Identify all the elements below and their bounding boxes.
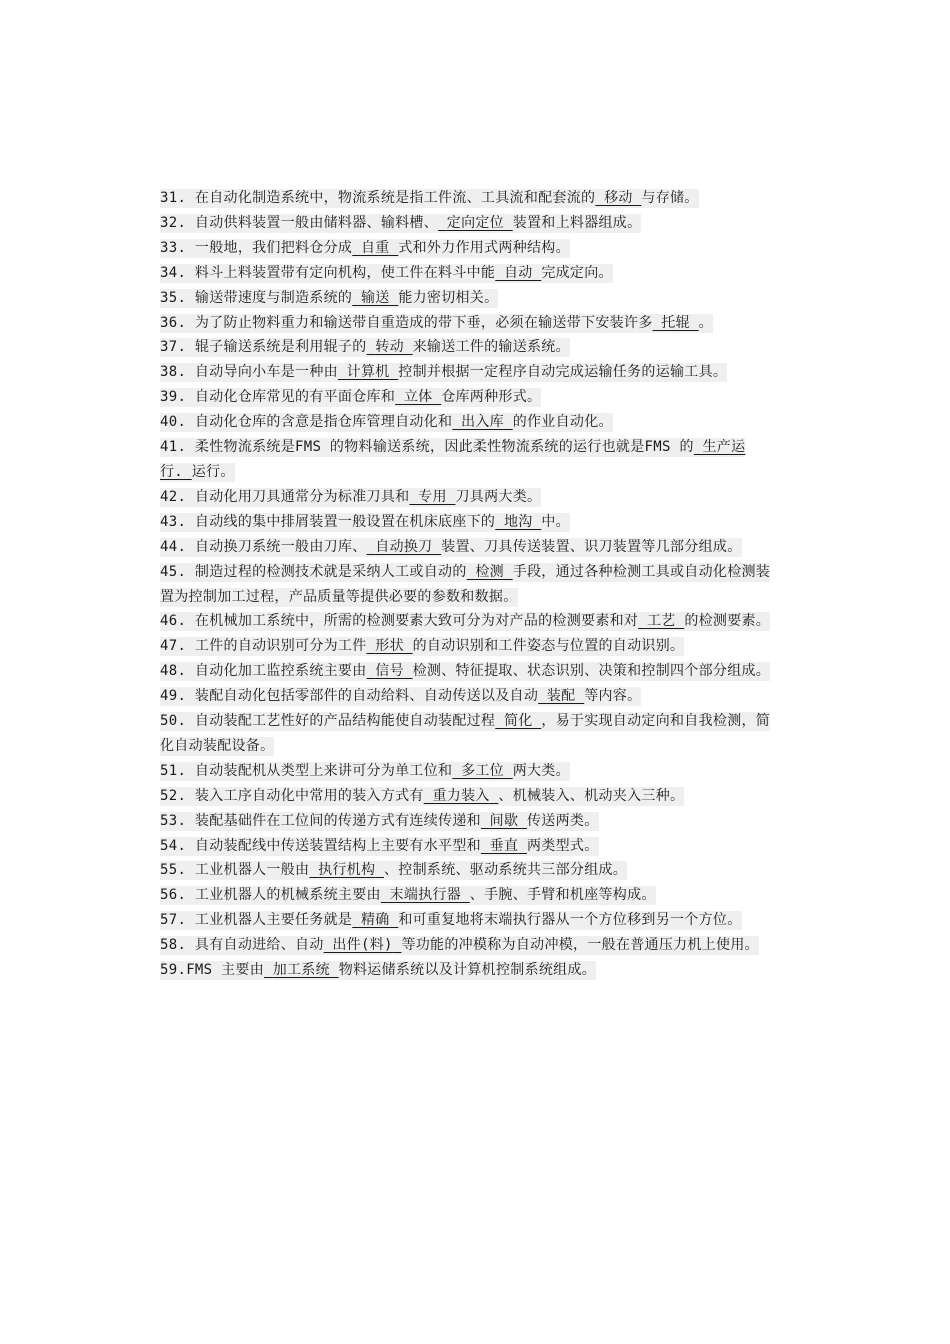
question-text [160, 214, 641, 233]
question-text [160, 538, 742, 557]
question-text [160, 612, 770, 631]
question-suffix: 仓库两种形式。 [441, 389, 542, 406]
question-prefix: 自动线的集中排屑装置一般设置在机床底座下的 [194, 513, 496, 530]
question-prefix: 制造过程的检测技术就是采纳人工或自动的 [194, 563, 467, 580]
question-suffix: 手段，通过各种检测工具或自动化检测装置为控制加工过程，产品质量等提供必要的参数和数据。 [160, 563, 771, 605]
question-number: 57. [160, 912, 187, 929]
answer-blank: 自动换刀 [375, 538, 433, 555]
question-prefix: 具有自动进给、自动 [194, 937, 324, 954]
question-number: 59. [160, 962, 187, 979]
question-number: 46. [160, 613, 187, 630]
question-number: 36. [160, 314, 187, 331]
question-prefix: FMS 主要由 [186, 962, 265, 979]
question-prefix: 自动换刀系统一般由刀库、 [194, 538, 367, 555]
question-number: 56. [160, 887, 187, 904]
question-text [160, 513, 570, 532]
answer-blank: 形状 [375, 638, 404, 655]
question-item [160, 435, 780, 485]
question-prefix: 自动装配工艺性好的产品结构能使自动装配过程 [194, 713, 496, 730]
question-text [160, 363, 727, 382]
question-text [160, 886, 656, 905]
answer-blank: 间歇 [489, 812, 519, 829]
answer-blank: 生产运行. [160, 439, 746, 480]
question-text [160, 861, 627, 880]
question-suffix: 。 [698, 314, 713, 331]
question-text [160, 911, 742, 930]
question-prefix: 自动导向小车是一种由 [194, 364, 338, 381]
question-prefix: 工业机器人一般由 [194, 862, 310, 879]
question-text [160, 712, 770, 756]
question-item [160, 958, 780, 983]
question-suffix: 等功能的冲模称为自动冲模，一般在普通压力机上使用。 [401, 937, 759, 954]
question-number: 52. [160, 787, 187, 804]
answer-blank: 垂直 [489, 837, 519, 854]
question-item [160, 759, 780, 784]
question-item [160, 659, 780, 684]
question-suffix: 的检测要素。 [684, 613, 771, 630]
answer-blank: 立体 [403, 389, 433, 406]
question-prefix: 工件的自动识别可分为工件 [194, 638, 367, 655]
answer-blank: 装配 [546, 688, 576, 705]
question-item [160, 410, 780, 435]
question-suffix: 两类型式。 [527, 837, 599, 854]
question-number: 48. [160, 663, 187, 680]
question-suffix: 运行。 [191, 463, 235, 480]
question-suffix: 检测、特征提取、状态识别、决策和控制四个部分组成。 [412, 663, 771, 680]
question-prefix: 输送带速度与制造系统的 [194, 289, 353, 306]
answer-blank: 检测 [475, 563, 504, 580]
question-item [160, 883, 780, 908]
question-number: 42. [160, 488, 187, 505]
question-text [160, 413, 613, 432]
question-text [160, 438, 745, 482]
answer-blank: 自重 [360, 239, 390, 256]
question-number: 44. [160, 538, 187, 555]
question-item [160, 933, 780, 958]
question-prefix: 自动装配机从类型上来讲可分为单工位和 [194, 762, 453, 779]
question-suffix: 物料运储系统以及计算机控制系统组成。 [338, 962, 597, 979]
question-suffix: 控制并根据一定程序自动完成运输任务的运输工具。 [398, 364, 728, 381]
question-prefix: 在机械加工系统中，所需的检测要素大致可分为对产品的检测要素和对 [194, 613, 639, 630]
question-item [160, 186, 780, 211]
question-prefix: 自动装配线中传送装置结构上主要有水平型和 [194, 837, 481, 854]
answer-blank: 工艺 [646, 613, 676, 630]
question-text [160, 189, 699, 208]
question-suffix: ，易于实现自动定向和自我检测，简化自动装配设备。 [160, 713, 771, 754]
question-number: 43. [160, 513, 187, 530]
question-prefix: 为了防止物料重力和输送带自重造成的带下垂，必须在输送带下安装许多 [194, 314, 653, 331]
question-suffix: 来输送工件的输送系统。 [412, 339, 570, 356]
question-number: 51. [160, 762, 187, 779]
question-item [160, 211, 780, 236]
question-suffix: 完成定向。 [541, 264, 613, 281]
answer-blank: 出件(料) [332, 937, 393, 954]
question-item [160, 784, 780, 809]
question-item [160, 709, 780, 759]
question-text [160, 264, 613, 283]
question-number: 39. [160, 389, 187, 406]
question-text [160, 662, 770, 681]
answer-blank: 信号 [375, 663, 404, 680]
question-item [160, 311, 780, 336]
question-item [160, 684, 780, 709]
question-prefix: 自动化仓库常见的有平面仓库和 [194, 389, 396, 406]
question-number: 37. [160, 339, 187, 356]
question-number: 54. [160, 837, 187, 854]
answer-blank: 转动 [375, 339, 404, 356]
question-number: 53. [160, 812, 187, 829]
answer-blank: 简化 [503, 713, 533, 730]
question-suffix: 式和外力作用式两种结构。 [398, 239, 570, 256]
question-prefix: 工业机器人主要任务就是 [194, 912, 353, 929]
question-suffix: 两大类。 [512, 762, 570, 779]
question-prefix: 柔性物流系统是FMS 的物料输送系统，因此柔性物流系统的运行也就是FMS 的 [194, 439, 694, 456]
question-suffix: 装置和上料器组成。 [512, 214, 642, 231]
question-item [160, 485, 780, 510]
question-item [160, 535, 780, 560]
answer-blank: 自动 [503, 264, 533, 281]
question-number: 58. [160, 937, 187, 954]
question-suffix: 和可重复地将末端执行器从一个方位移到另一个方位。 [398, 912, 742, 929]
question-item [160, 609, 780, 634]
question-item [160, 634, 780, 659]
question-suffix: 能力密切相关。 [398, 289, 499, 306]
answer-blank: 出入库 [461, 414, 504, 431]
question-number: 41. [160, 439, 187, 456]
question-item [160, 236, 780, 261]
question-text [160, 388, 541, 407]
question-prefix: 装入工序自动化中常用的装入方式有 [194, 787, 424, 804]
question-number: 40. [160, 414, 187, 431]
question-text [160, 637, 684, 656]
question-prefix: 一般地，我们把料仓分成 [194, 239, 353, 256]
question-prefix: 辊子输送系统是利用辊子的 [194, 339, 367, 356]
question-suffix: 装置、刀具传送装置、识刀装置等几部分组成。 [441, 538, 742, 555]
question-item [160, 834, 780, 859]
answer-blank: 专用 [418, 488, 447, 505]
question-suffix: 、手腕、手臂和机座等构成。 [469, 887, 656, 904]
question-text [160, 812, 599, 831]
fill-in-blank-list [160, 186, 780, 983]
question-prefix: 在自动化制造系统中，物流系统是指工件流、工具流和配套流的 [194, 190, 596, 206]
question-item [160, 385, 780, 410]
question-number: 47. [160, 638, 187, 655]
answer-blank: 多工位 [461, 762, 504, 779]
question-text [160, 488, 541, 507]
question-suffix: 传送两类。 [527, 812, 599, 829]
question-suffix: 的作业自动化。 [512, 414, 613, 431]
question-text [160, 563, 770, 607]
question-prefix: 自动化仓库的含意是指仓库管理自动化和 [194, 414, 453, 431]
question-suffix: 中。 [541, 513, 570, 530]
answer-blank: 加工系统 [272, 962, 330, 979]
question-text [160, 787, 684, 806]
question-item [160, 335, 780, 360]
question-suffix: 刀具两大类。 [455, 488, 542, 505]
question-number: 38. [160, 364, 187, 381]
question-prefix: 自动化用刀具通常分为标准刀具和 [194, 488, 410, 505]
question-item [160, 858, 780, 883]
question-text [160, 289, 498, 308]
question-item [160, 809, 780, 834]
question-item [160, 908, 780, 933]
question-number: 49. [160, 688, 187, 705]
question-text [160, 762, 570, 781]
answer-blank: 计算机 [346, 364, 390, 381]
question-prefix: 工业机器人的机械系统主要由 [194, 887, 381, 904]
question-number: 55. [160, 862, 187, 879]
question-item [160, 261, 780, 286]
answer-blank: 精确 [360, 912, 390, 929]
answer-blank: 输送 [360, 289, 390, 306]
question-text [160, 936, 759, 955]
question-text [160, 837, 599, 856]
answer-blank: 末端执行器 [389, 887, 462, 904]
question-item [160, 286, 780, 311]
question-item [160, 560, 780, 610]
answer-blank: 地沟 [503, 513, 533, 530]
question-item [160, 510, 780, 535]
question-suffix: 、机械装入、机动夹入三种。 [498, 787, 685, 804]
question-number: 35. [160, 289, 187, 306]
question-number: 31. [160, 190, 187, 206]
question-suffix: 、控制系统、驱动系统共三部分组成。 [384, 862, 628, 879]
question-prefix: 装配自动化包括零部件的自动给料、自动传送以及自动 [194, 688, 539, 705]
question-item [160, 360, 780, 385]
question-number: 33. [160, 239, 187, 256]
question-suffix: 等内容。 [584, 688, 642, 705]
question-number: 45. [160, 563, 187, 580]
question-prefix: 装配基础件在工位间的传递方式有连续传递和 [194, 812, 481, 829]
answer-blank: 执行机构 [318, 862, 376, 879]
question-text [160, 687, 641, 706]
question-number: 34. [160, 264, 187, 281]
question-text [160, 239, 570, 258]
question-suffix: 与存储。 [641, 190, 699, 206]
question-prefix: 自动化加工监控系统主要由 [194, 663, 367, 680]
question-prefix: 料斗上料装置带有定向机构，使工件在料斗中能 [194, 264, 496, 281]
answer-blank: 重力装入 [432, 787, 490, 804]
question-text [160, 314, 713, 333]
question-number: 32. [160, 214, 187, 231]
answer-blank: 定向定位 [446, 214, 504, 231]
answer-blank: 移动 [604, 190, 633, 206]
question-number: 50. [160, 713, 187, 730]
question-text [160, 338, 570, 357]
question-suffix: 的自动识别和工件姿态与位置的自动识别。 [412, 638, 685, 655]
question-text [160, 961, 596, 980]
answer-blank: 托辊 [661, 314, 690, 331]
question-prefix: 自动供料装置一般由储料器、输料槽、 [194, 214, 439, 231]
